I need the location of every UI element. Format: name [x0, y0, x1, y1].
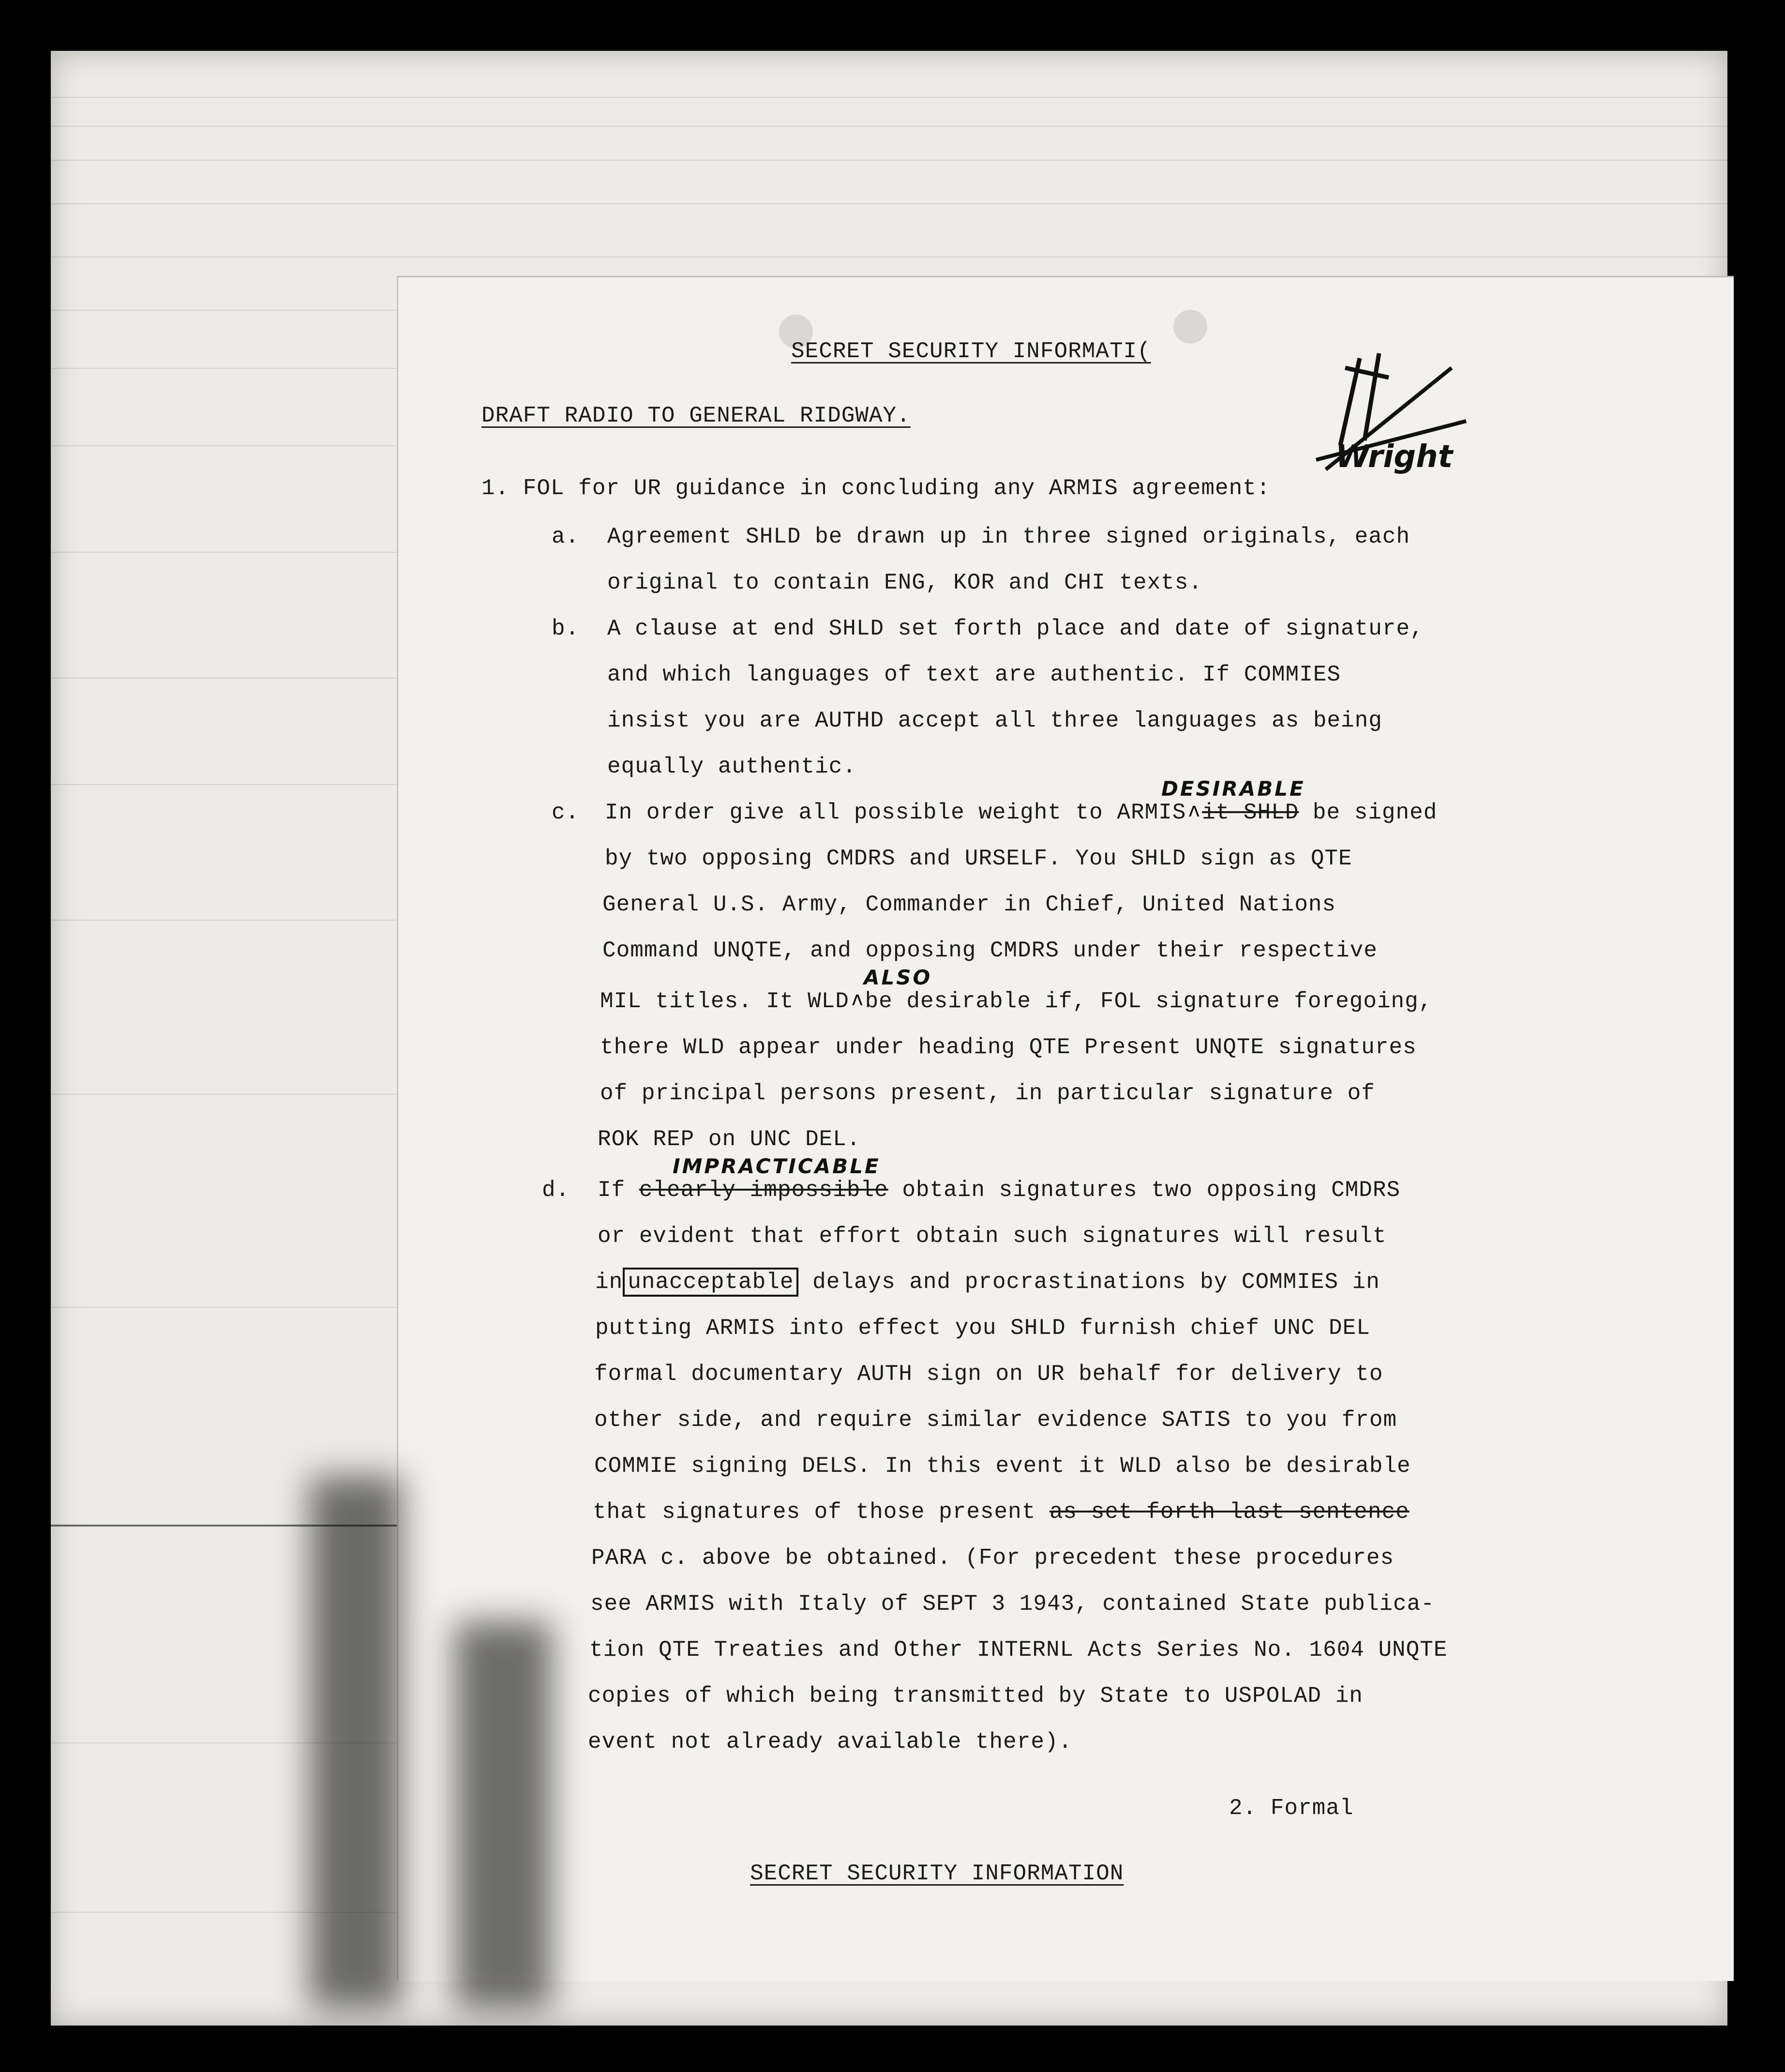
item-d-line-3	[595, 1270, 1380, 1295]
scan-line	[51, 203, 1727, 204]
item-b-line: and which languages of text are authentic. If COMMIES	[607, 662, 1341, 687]
item-c-line: by two opposing CMDRS and URSELF. You SHLD sign as QTE	[605, 846, 1352, 871]
item-c-label: c.	[552, 800, 580, 825]
item-c-line: of principal persons present, in particular signature of	[600, 1081, 1375, 1106]
item-c-text: MIL titles. It WLD	[600, 989, 849, 1014]
item-c-line: ROK REP on UNC DEL.	[598, 1127, 861, 1152]
item-b-label: b.	[552, 616, 580, 641]
item-d-line: formal documentary AUTH sign on UR behalf for delivery to	[594, 1361, 1383, 1387]
bracketed-text: unacceptable	[623, 1268, 798, 1297]
classification-header: SECRET SECURITY INFORMATI(	[791, 339, 1151, 364]
item-c-line-1	[605, 800, 1437, 825]
item-d-line: PARA c. above be obtained. (For precedent these procedures	[591, 1545, 1395, 1571]
scan-shadow	[310, 1476, 402, 2009]
continuation-marker: 2. Formal	[1229, 1796, 1354, 1821]
initials-text: Wright	[1335, 439, 1453, 475]
item-d-line: copies of which being transmitted by State to USPOLAD in	[588, 1683, 1363, 1709]
item-b-line: A clause at end SHLD set forth place and date of signature,	[607, 616, 1424, 641]
item-c-text: be signed	[1312, 800, 1438, 825]
punch-hole	[1173, 310, 1207, 344]
item-c-text: be desirable if, FOL signature foregoing,	[865, 989, 1433, 1014]
handwritten-insert-impracticable: IMPRACTICABLE	[673, 1154, 881, 1178]
insertion-caret: v	[851, 990, 863, 1012]
item-a-line: original to contain ENG, KOR and CHI texts.	[607, 570, 1202, 595]
struck-text: clearly impossible	[639, 1178, 888, 1203]
item-d-text: in	[595, 1270, 623, 1295]
item-b-line: insist you are AUTHD accept all three languages as being	[607, 708, 1382, 733]
item-d-line: COMMIE signing DELS. In this event it WLD also be desirable	[594, 1453, 1411, 1479]
item-d-text: delays and procrastinations by COMMIES in	[812, 1270, 1380, 1295]
document-title: DRAFT RADIO TO GENERAL RIDGWAY.	[481, 403, 911, 428]
insertion-caret: v	[1188, 801, 1200, 823]
handwritten-insert-also: ALSO	[864, 966, 932, 989]
item-d-line-1	[598, 1178, 1400, 1203]
scan-line	[51, 97, 1727, 98]
item-d-line: putting ARMIS into effect you SHLD furnish chief UNC DEL	[595, 1316, 1370, 1341]
paragraph-1-intro: 1. FOL for UR guidance in concluding any ARMIS agreement:	[481, 476, 1271, 501]
item-c-line: Command UNQTE, and opposing CMDRS under their respective	[602, 938, 1378, 963]
struck-text: as set forth last sentence	[1049, 1499, 1410, 1525]
item-d-line: tion QTE Treaties and Other INTERNL Acts Series No. 1604 UNQTE	[589, 1637, 1448, 1663]
classification-footer: SECRET SECURITY INFORMATION	[750, 1861, 1124, 1886]
item-d-text: If	[598, 1178, 626, 1203]
item-d-line: see ARMIS with Italy of SEPT 3 1943, contained State publica-	[590, 1591, 1435, 1617]
scan-line	[51, 126, 1727, 127]
item-d-label: d.	[542, 1178, 570, 1203]
scan-shadow	[455, 1621, 552, 2009]
item-a-line: Agreement SHLD be drawn up in three signed originals, each	[607, 524, 1410, 549]
handwritten-initials	[1306, 348, 1481, 489]
handwritten-insert-desirable: DESIRABLE	[1161, 777, 1305, 801]
item-c-text: In order give all possible weight to ARMIS	[605, 800, 1186, 825]
struck-text: it SHLD	[1202, 800, 1299, 825]
item-d-text: that signatures of those present	[593, 1499, 1036, 1525]
item-d-text: obtain signatures two opposing CMDRS	[902, 1178, 1401, 1203]
item-b-line: equally authentic.	[607, 754, 856, 779]
item-a-label: a.	[552, 524, 580, 549]
item-c-line: there WLD appear under heading QTE Present UNQTE signatures	[600, 1035, 1417, 1060]
item-d-line: or evident that effort obtain such signatures will result	[598, 1224, 1387, 1249]
scan-line	[51, 160, 1727, 161]
item-c-line: General U.S. Army, Commander in Chief, United Nations	[602, 892, 1336, 917]
item-d-line-8	[593, 1499, 1410, 1525]
item-d-line: other side, and require similar evidence SATIS to you from	[594, 1407, 1397, 1433]
item-d-line: event not already available there).	[588, 1729, 1073, 1754]
item-c-line-5	[600, 989, 1432, 1014]
